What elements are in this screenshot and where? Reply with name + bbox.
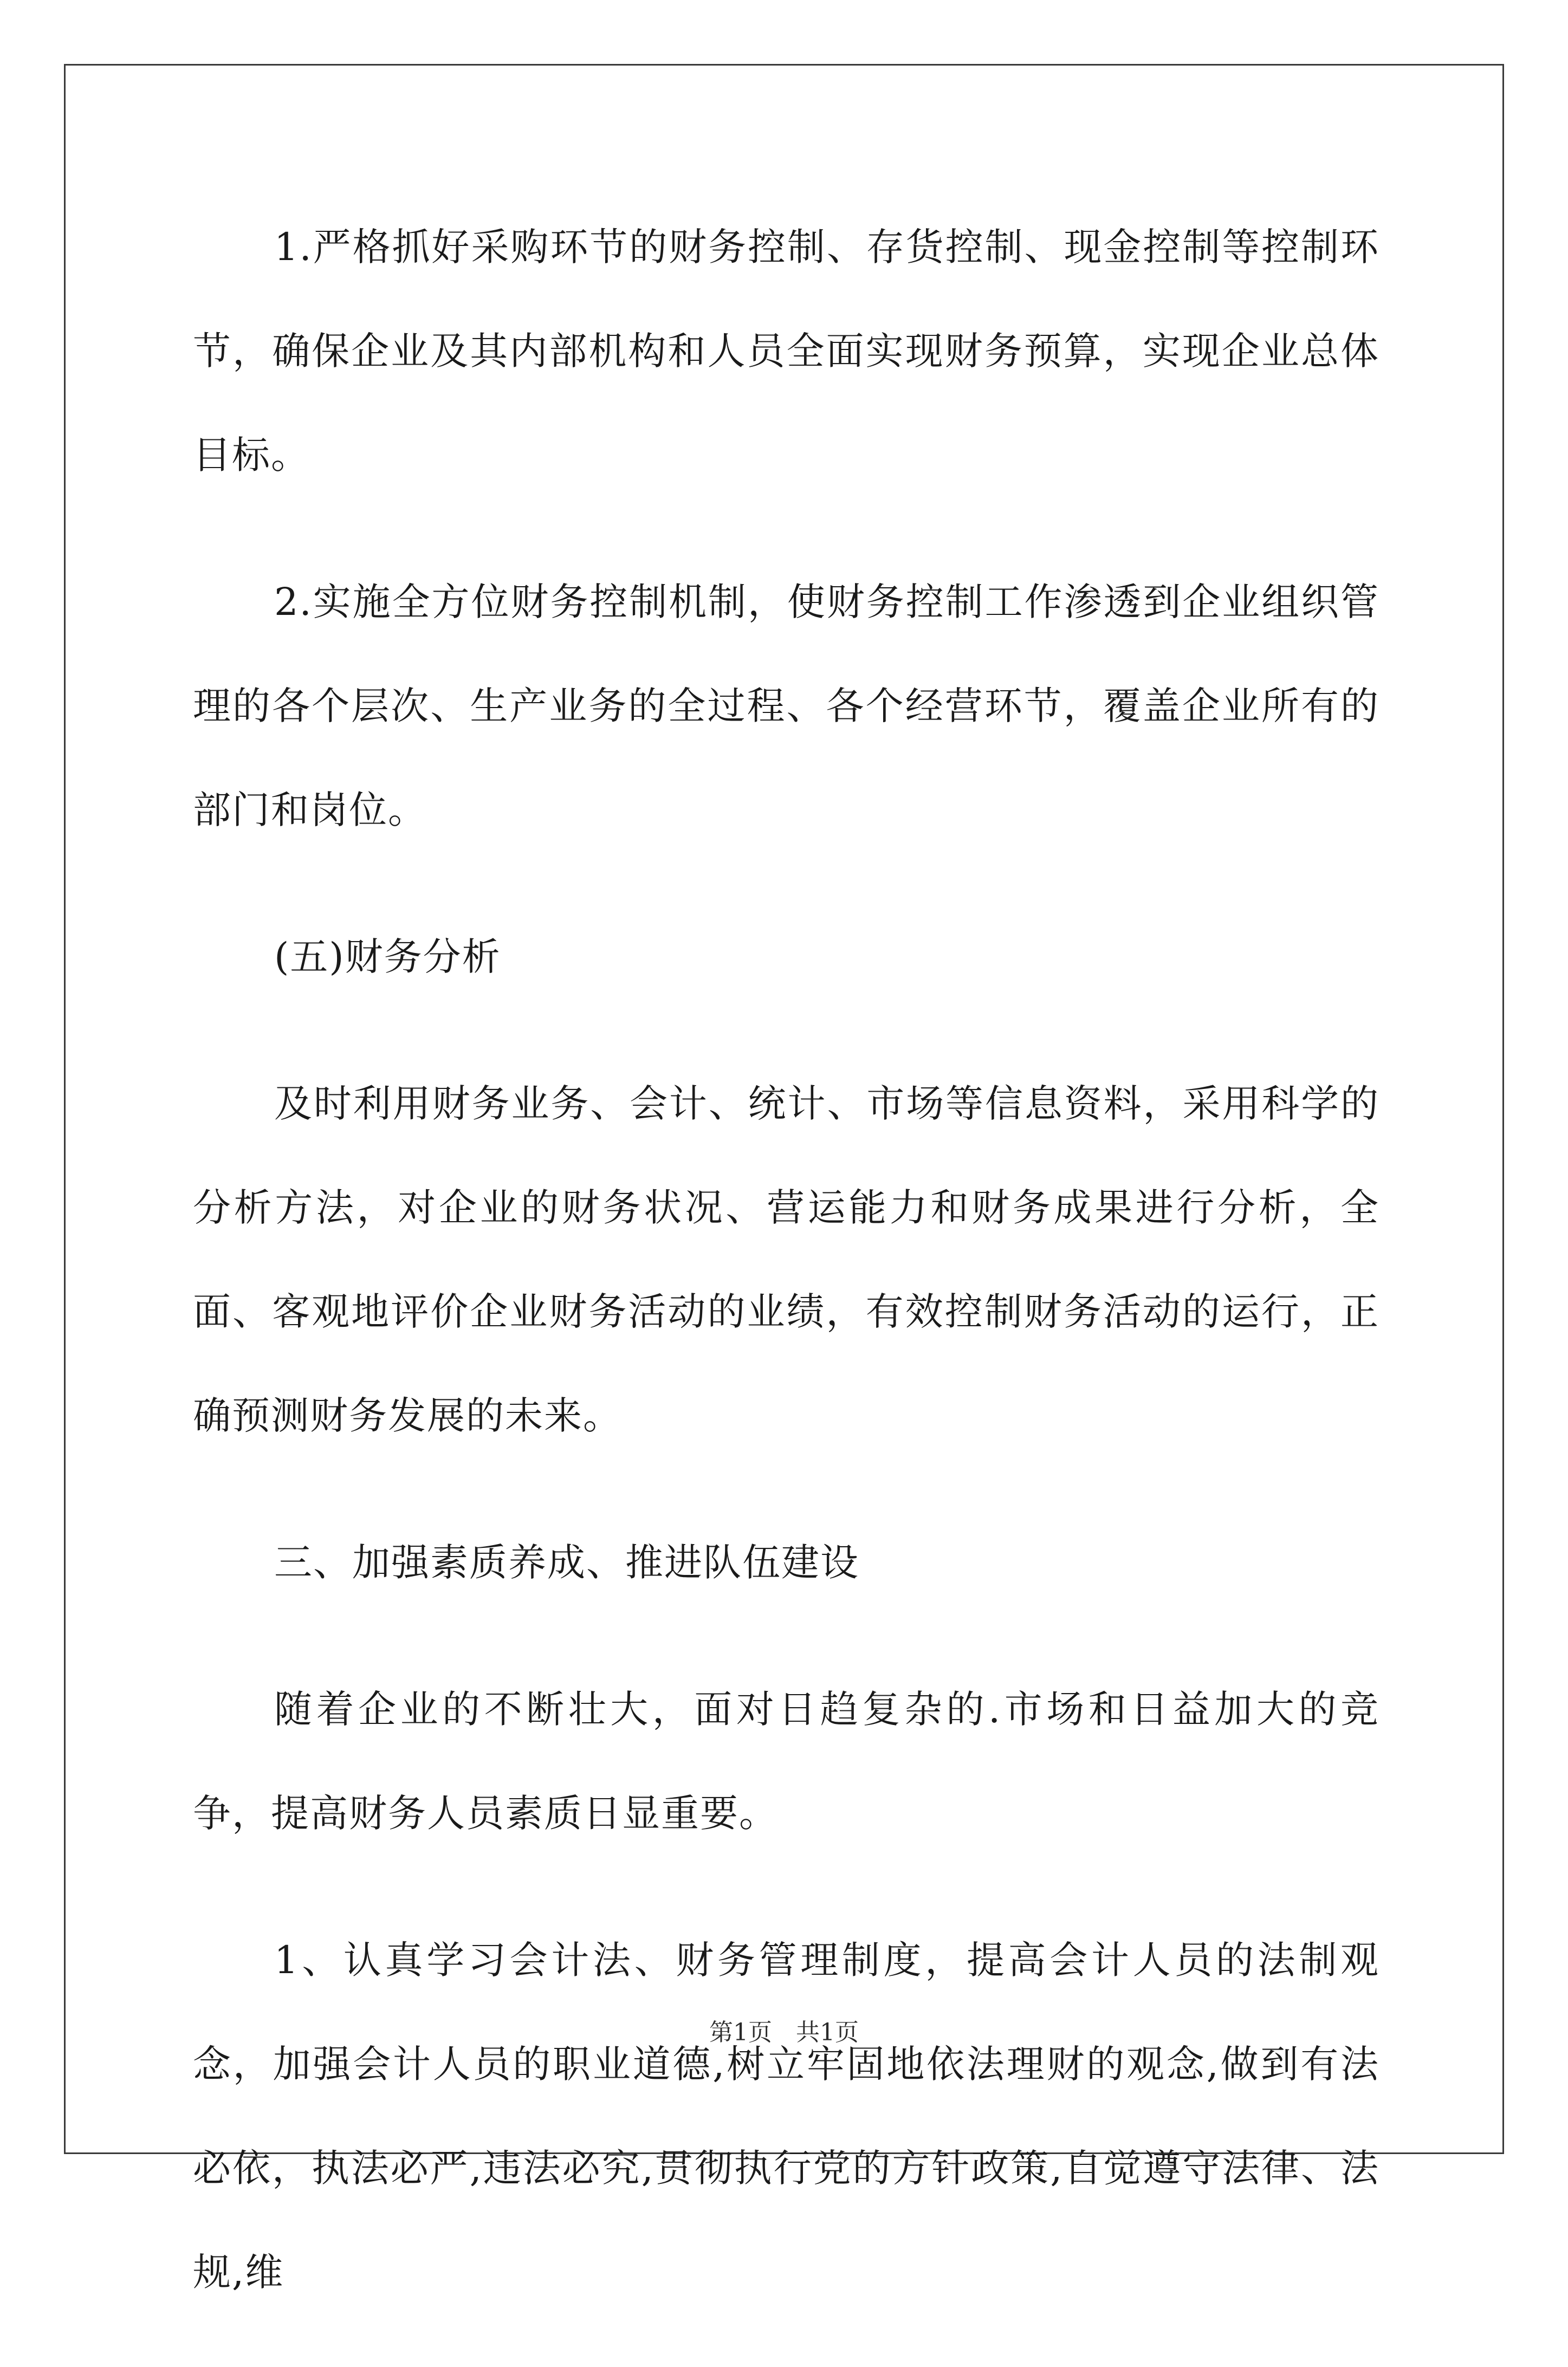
paragraph-accounting-law-study: 1、认真学习会计法、财务管理制度，提高会计人员的法制观念，加强会计人员的职业道德,树立牢固地依法理财的观念,做到有法必依，执法必严,违法必究,贯彻执行党的方针政策,自觉遵守法律、法规,维 xyxy=(193,1938,1379,2294)
section-heading-team-building: 三、加强素质养成、推进队伍建设 xyxy=(274,1540,859,1585)
page-number-total: 共1页 xyxy=(796,2019,859,2046)
paragraph-financial-analysis: 及时利用财务业务、会计、统计、市场等信息资料，采用科学的分析方法，对企业的财务状况、营运能力和财务成果进行分析，全面、客观地评价企业财务活动的业绩，有效控制财务活动的运行，正确预测财务发展的未来。 xyxy=(193,1081,1379,1438)
paragraph-staff-quality: 随着企业的不断壮大，面对日趋复杂的.市场和日益加大的竞争，提高财务人员素质日显重要。 xyxy=(193,1687,1379,1836)
page-footer xyxy=(0,2013,1568,2047)
paragraph-financial-control-mechanism: 2.实施全方位财务控制机制，使财务控制工作渗透到企业组织管理的各个层次、生产业务的全过程、各个经营环节，覆盖企业所有的部门和岗位。 xyxy=(193,580,1379,832)
paragraph-procurement-control: 1.严格抓好采购环节的财务控制、存货控制、现金控制等控制环节，确保企业及其内部机构和人员全面实现财务预算，实现企业总体目标。 xyxy=(193,225,1379,477)
page-number-current: 第1页 xyxy=(709,2019,772,2046)
section-heading-financial-analysis: (五)财务分析 xyxy=(274,935,501,979)
